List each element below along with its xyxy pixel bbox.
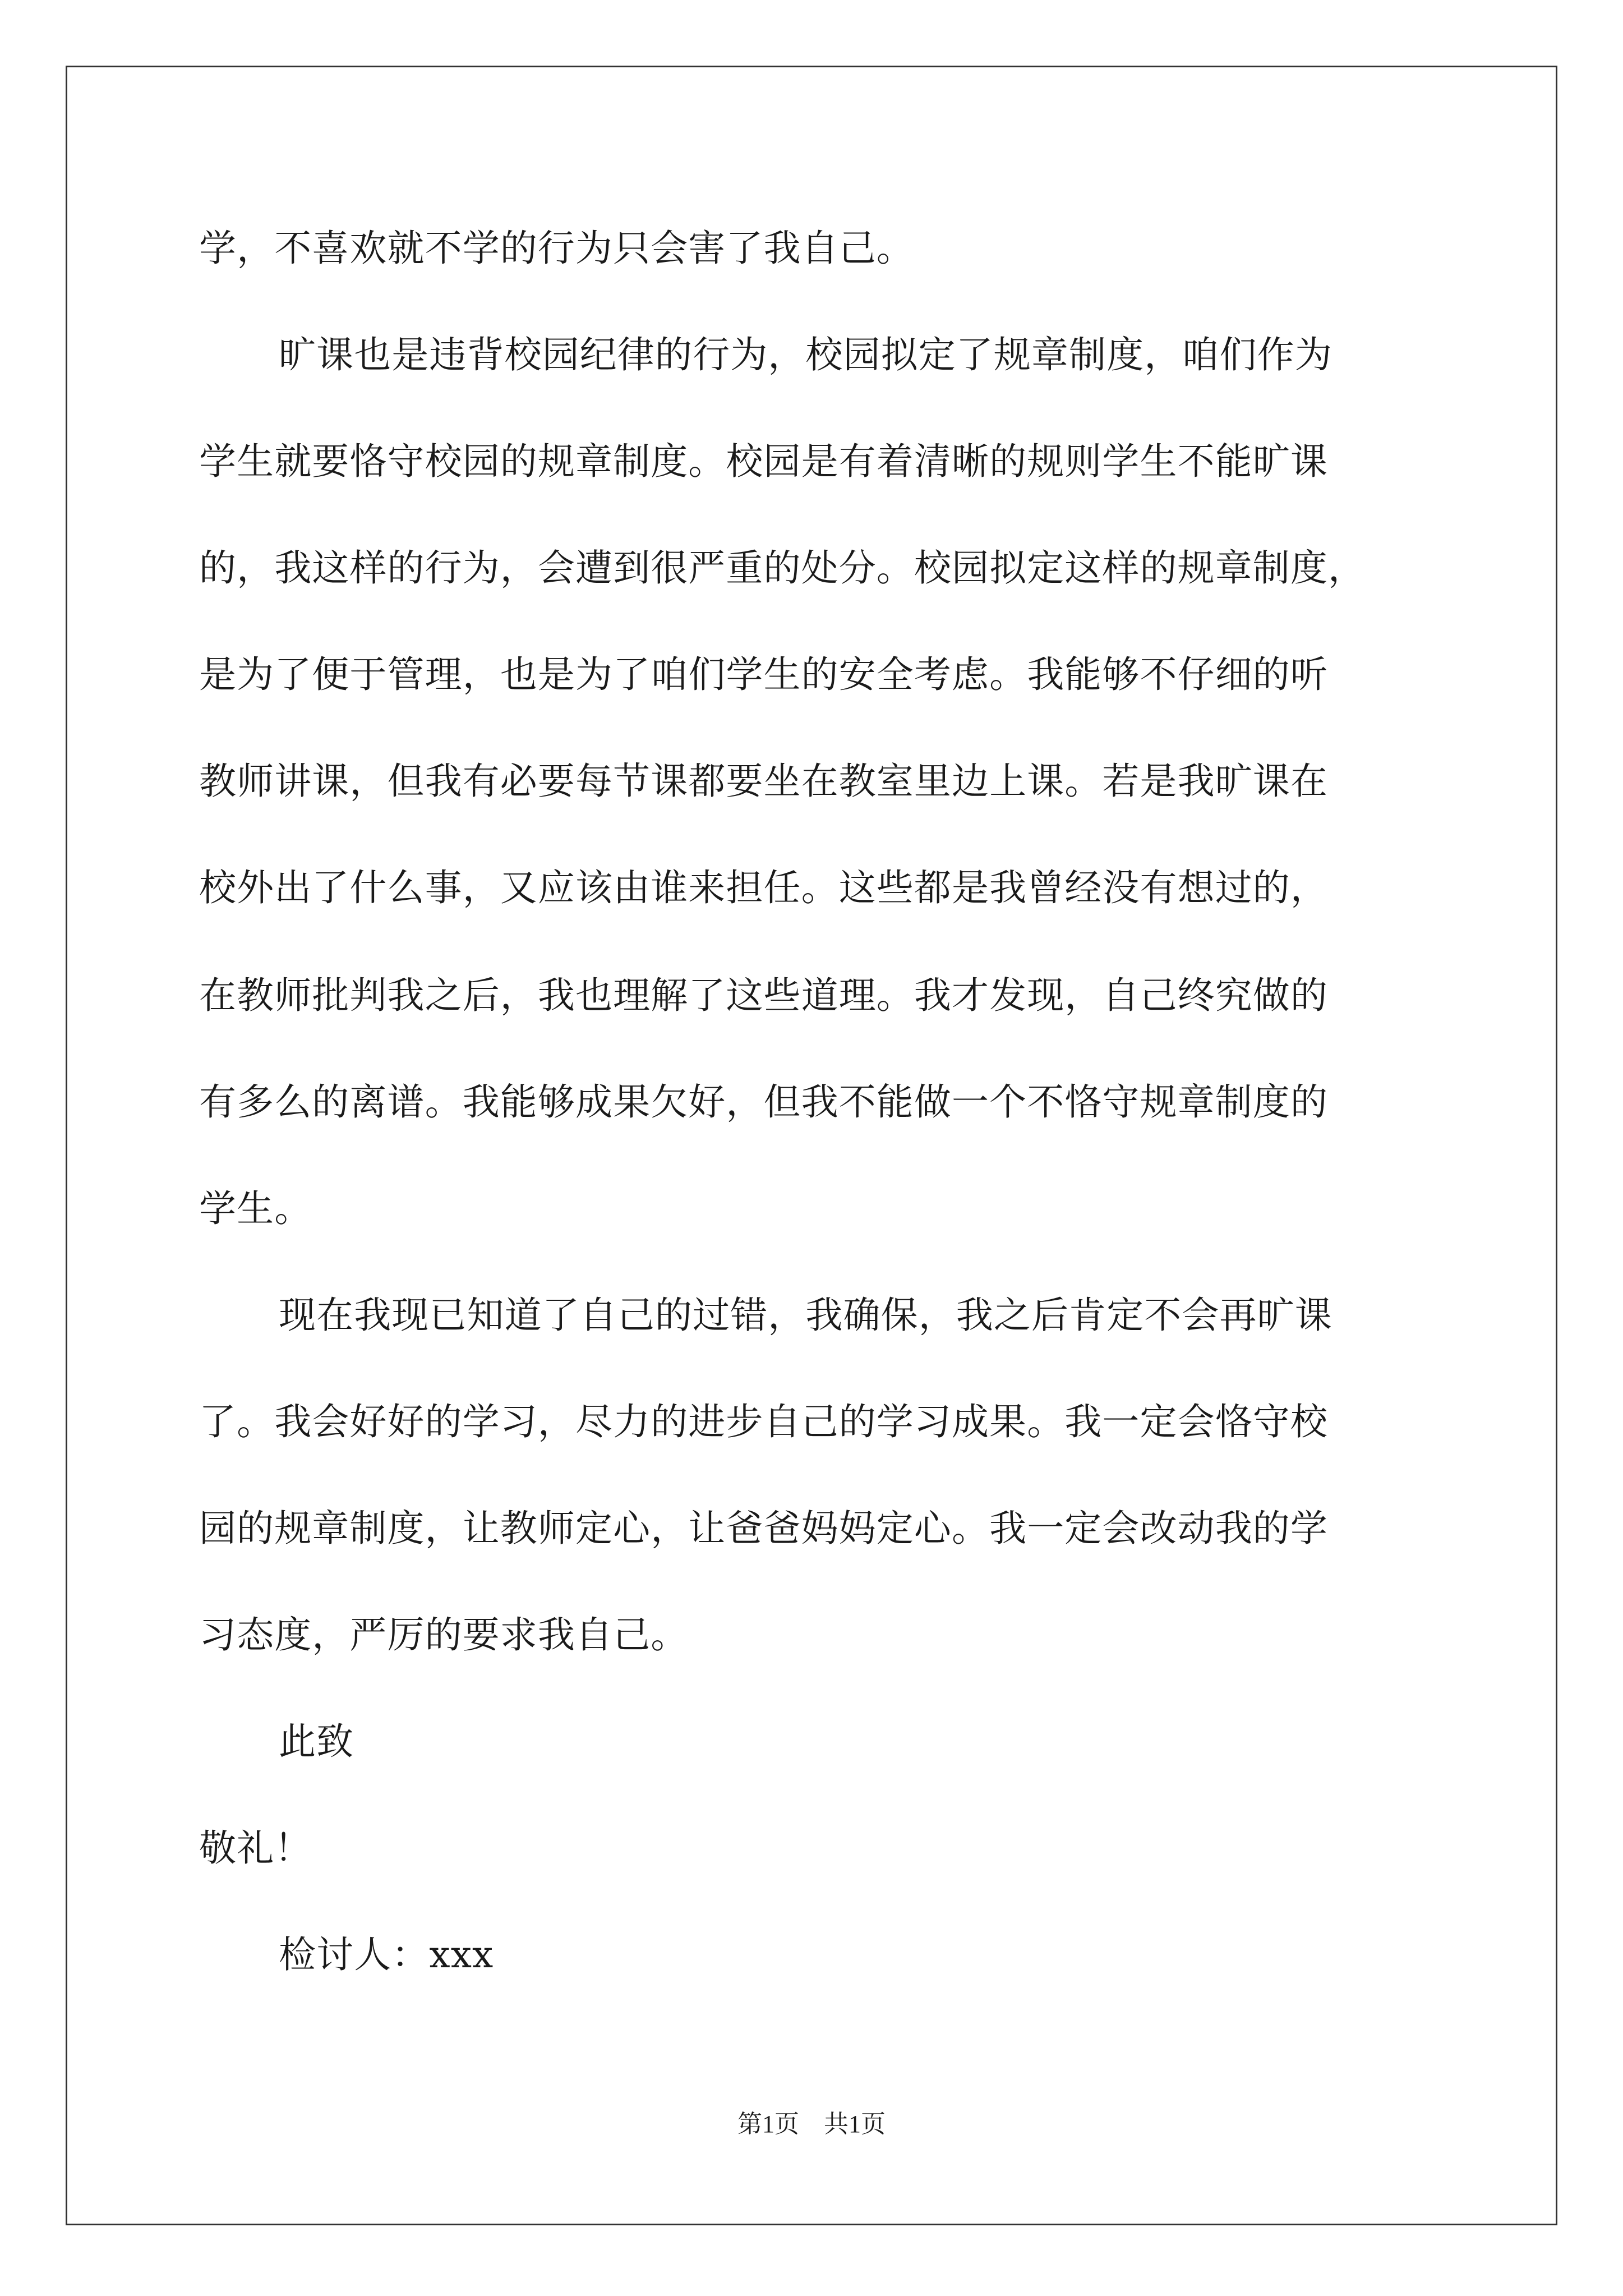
paragraph-line: 有多么的离谱。我能够成果欠好，但我不能做一个不恪守规章制度的	[199, 1080, 1328, 1124]
paragraph-line: 学生。	[199, 1187, 312, 1230]
closing-salutation: 此致	[279, 1720, 354, 1763]
paragraph-line: 教师讲课，但我有必要每节课都要坐在教室里边上课。若是我旷课在	[199, 760, 1328, 803]
paragraph-line: 学，不喜欢就不学的行为只会害了我自己。	[199, 227, 914, 270]
paragraph-line: 校外出了什么事，又应该由谁来担任。这些都是我曾经没有想过的，	[199, 866, 1328, 909]
closing-regards: 敬礼！	[199, 1826, 312, 1870]
paragraph-line: 的，我这样的行为，会遭到很严重的处分。校园拟定这样的规章制度，	[199, 546, 1366, 590]
paragraph-line: 是为了便于管理，也是为了咱们学生的安全考虑。我能够不仔细的听	[199, 653, 1328, 696]
paragraph-line: 旷课也是违背校园纪律的行为，校园拟定了规章制度，咱们作为	[279, 333, 1332, 376]
paragraph-line: 学生就要恪守校园的规章制度。校园是有着清晰的规则学生不能旷课	[199, 440, 1328, 483]
paragraph-line: 了。我会好好的学习，尽力的进步自己的学习成果。我一定会恪守校	[199, 1400, 1328, 1443]
page-footer: 第1页 共1页	[737, 2110, 886, 2138]
paragraph-line: 现在我现已知道了自己的过错，我确保，我之后肯定不会再旷课	[279, 1294, 1332, 1337]
paragraph-line: 园的规章制度，让教师定心，让爸爸妈妈定心。我一定会改动我的学	[199, 1507, 1328, 1550]
paragraph-line: 在教师批判我之后，我也理解了这些道理。我才发现，自己终究做的	[199, 974, 1328, 1017]
signature-line: 检讨人：xxx	[279, 1933, 494, 1976]
paragraph-line: 习态度，严厉的要求我自己。	[199, 1613, 689, 1657]
page-border	[66, 66, 1557, 2225]
